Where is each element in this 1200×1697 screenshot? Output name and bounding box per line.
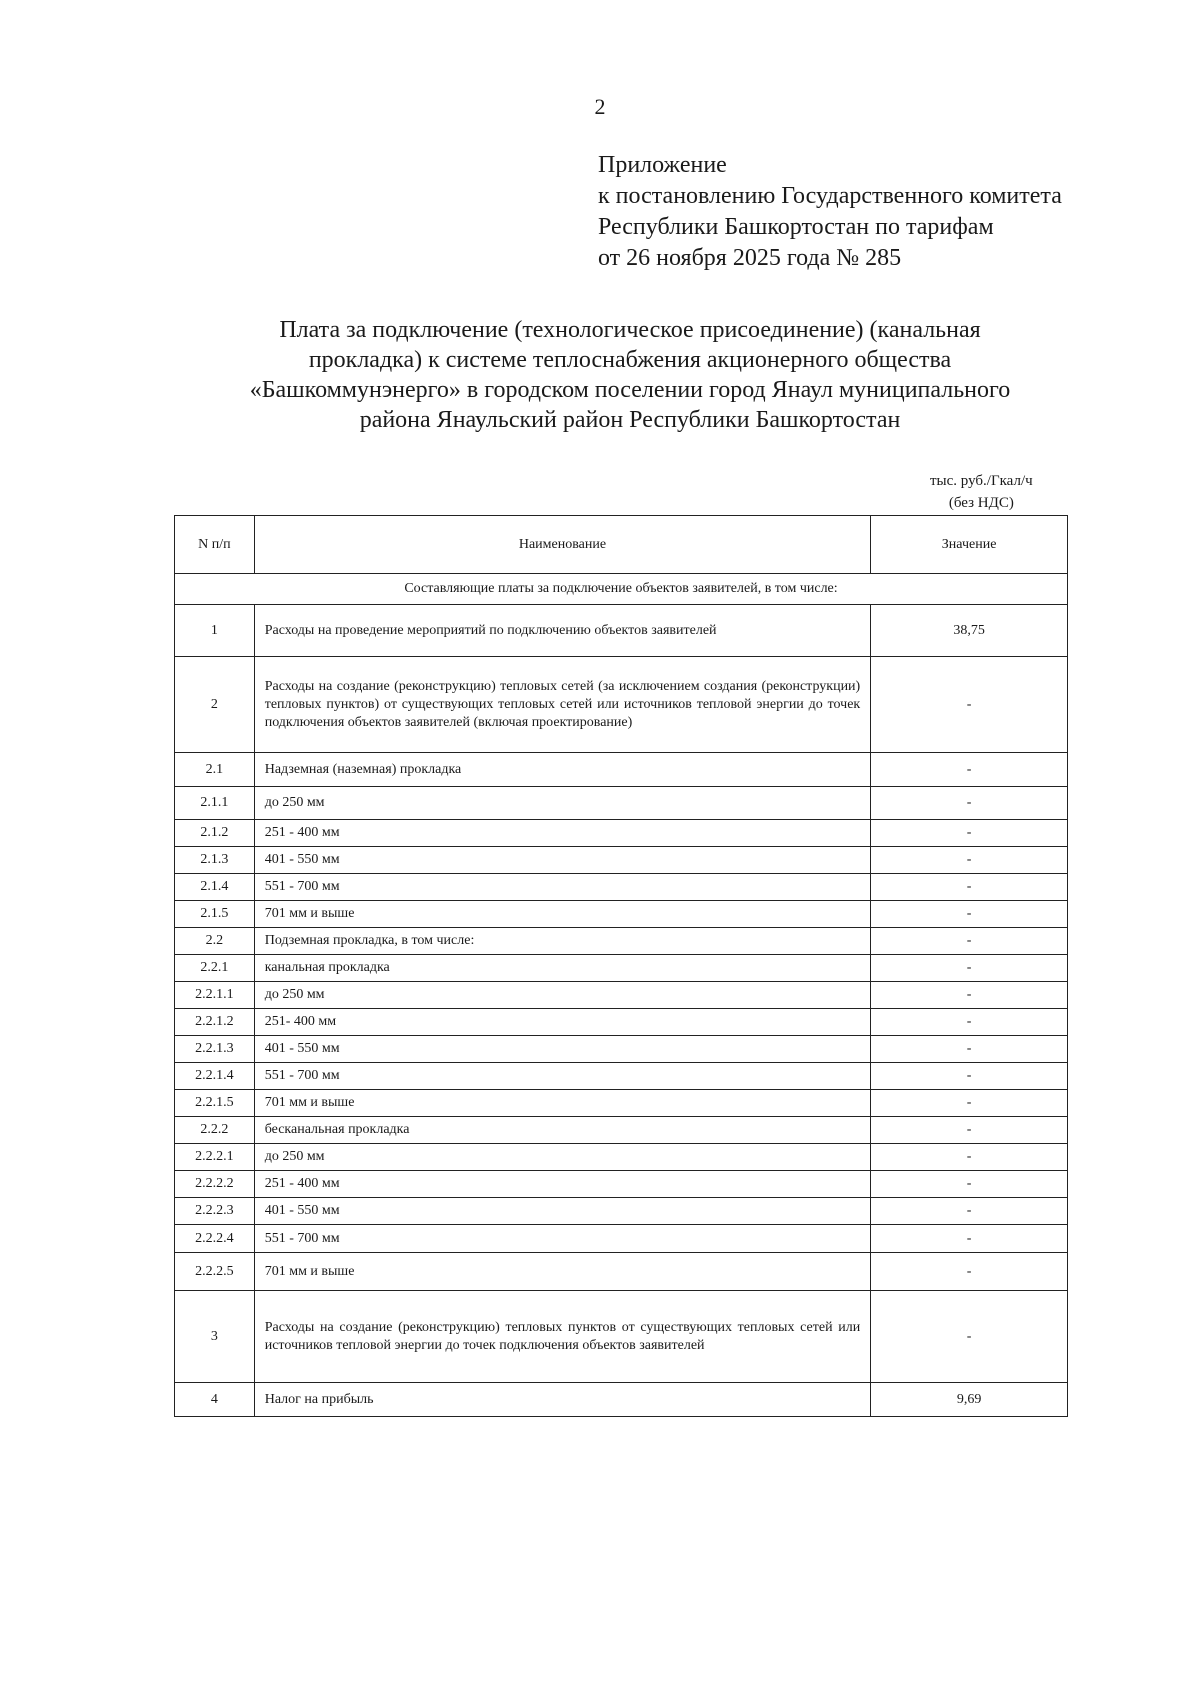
table-row	[175, 901, 1068, 928]
row-num: 2.1	[175, 753, 255, 787]
row-name: 401 - 550 мм	[254, 1036, 871, 1063]
table-row	[175, 820, 1068, 847]
row-name: 701 мм и выше	[254, 1090, 871, 1117]
row-name: канальная прокладка	[254, 955, 871, 982]
row-value: -	[871, 874, 1068, 901]
table-row	[175, 1291, 1068, 1383]
header-value: Значение	[871, 516, 1068, 574]
row-num: 2.2.1	[175, 955, 255, 982]
table-row	[175, 1225, 1068, 1253]
appendix-line-4: от 26 ноября 2025 года № 285	[598, 245, 902, 271]
table-row	[175, 1009, 1068, 1036]
row-value: -	[871, 1171, 1068, 1198]
table-row	[175, 1090, 1068, 1117]
row-value: -	[871, 1225, 1068, 1253]
row-name: до 250 мм	[254, 787, 871, 820]
row-value: -	[871, 1036, 1068, 1063]
title-line-1: Плата за подключение (технологическое присоединение) (канальная	[279, 317, 981, 343]
table-row	[175, 1117, 1068, 1144]
row-name: 551 - 700 мм	[254, 874, 871, 901]
table-row	[175, 955, 1068, 982]
row-name: Расходы на проведение мероприятий по подключению объектов заявителей	[254, 605, 871, 657]
units-note	[930, 470, 1033, 514]
row-name: до 250 мм	[254, 1144, 871, 1171]
row-num: 2.1.1	[175, 787, 255, 820]
row-value: -	[871, 1144, 1068, 1171]
row-num: 2.2.2.5	[175, 1253, 255, 1291]
row-num: 2.2	[175, 928, 255, 955]
row-value: -	[871, 1291, 1068, 1383]
row-name: 251- 400 мм	[254, 1009, 871, 1036]
row-value: -	[871, 657, 1068, 753]
table-row	[175, 982, 1068, 1009]
row-value: -	[871, 901, 1068, 928]
row-value: -	[871, 982, 1068, 1009]
row-name: Подземная прокладка, в том числе:	[254, 928, 871, 955]
row-value: -	[871, 1009, 1068, 1036]
row-value: -	[871, 753, 1068, 787]
row-name: Расходы на создание (реконструкцию) тепловых сетей (за исключением создания (реконструкции) тепловых пунктов) от существующих тепловых сетей или источников тепловой энергии до точек подключения объектов заявителей (включая проектирование)	[254, 657, 871, 753]
row-num: 2.2.1.5	[175, 1090, 255, 1117]
table-row	[175, 1383, 1068, 1417]
section-row	[175, 574, 1068, 605]
header-name: Наименование	[254, 516, 871, 574]
row-num: 3	[175, 1291, 255, 1383]
row-value: 9,69	[871, 1383, 1068, 1417]
row-num: 2.2.2.1	[175, 1144, 255, 1171]
document-title	[190, 315, 1070, 435]
row-name: Надземная (наземная) прокладка	[254, 753, 871, 787]
row-name: 401 - 550 мм	[254, 1198, 871, 1225]
row-value: -	[871, 1117, 1068, 1144]
row-value: -	[871, 1198, 1068, 1225]
table-row	[175, 1063, 1068, 1090]
row-num: 2	[175, 657, 255, 753]
row-num: 2.2.1.1	[175, 982, 255, 1009]
title-line-2: прокладка) к системе теплоснабжения акционерного общества	[308, 347, 952, 373]
row-num: 2.2.2.3	[175, 1198, 255, 1225]
page-number: 2	[594, 94, 606, 119]
section-label: Составляющие платы за подключение объектов заявителей, в том числе:	[175, 574, 1068, 605]
row-num: 2.2.1.3	[175, 1036, 255, 1063]
row-num: 4	[175, 1383, 255, 1417]
row-name: 401 - 550 мм	[254, 847, 871, 874]
row-value: -	[871, 1090, 1068, 1117]
appendix-line-3: Республики Башкортостан по тарифам	[598, 214, 994, 240]
row-name: Налог на прибыль	[254, 1383, 871, 1417]
row-num: 2.1.5	[175, 901, 255, 928]
row-num: 1	[175, 605, 255, 657]
title-line-3: «Башкоммунэнерго» в городском поселении город Янаул муниципального	[249, 377, 1011, 403]
table-row	[175, 1198, 1068, 1225]
row-name: Расходы на создание (реконструкцию) тепловых пунктов от существующих тепловых сетей или источников тепловой энергии до точек подключения объектов заявителей	[254, 1291, 871, 1383]
table-header-row	[175, 516, 1068, 574]
row-name: 551 - 700 мм	[254, 1063, 871, 1090]
units-line-2: (без НДС)	[948, 495, 1014, 511]
table-row	[175, 1144, 1068, 1171]
table-row	[175, 605, 1068, 657]
row-name: 251 - 400 мм	[254, 1171, 871, 1198]
table-row	[175, 847, 1068, 874]
row-value: -	[871, 955, 1068, 982]
row-num: 2.2.2	[175, 1117, 255, 1144]
row-num: 2.1.4	[175, 874, 255, 901]
row-name: 701 мм и выше	[254, 901, 871, 928]
appendix-line-2: к постановлению Государственного комитета	[598, 183, 1062, 209]
table-row	[175, 657, 1068, 753]
row-num: 2.2.1.2	[175, 1009, 255, 1036]
row-value: -	[871, 787, 1068, 820]
row-num: 2.1.3	[175, 847, 255, 874]
row-num: 2.2.2.2	[175, 1171, 255, 1198]
row-value: -	[871, 820, 1068, 847]
row-value: -	[871, 847, 1068, 874]
row-name: 551 - 700 мм	[254, 1225, 871, 1253]
row-num: 2.2.2.4	[175, 1225, 255, 1253]
row-value: -	[871, 1063, 1068, 1090]
row-num: 2.1.2	[175, 820, 255, 847]
table-row	[175, 753, 1068, 787]
appendix-block	[598, 150, 1062, 274]
row-name: до 250 мм	[254, 982, 871, 1009]
row-value: 38,75	[871, 605, 1068, 657]
table-row	[175, 928, 1068, 955]
header-num: N п/п	[175, 516, 255, 574]
row-value: -	[871, 1253, 1068, 1291]
table-row	[175, 1036, 1068, 1063]
appendix-line-1: Приложение	[598, 152, 727, 178]
row-num: 2.2.1.4	[175, 1063, 255, 1090]
tariff-table	[174, 515, 1068, 1417]
row-value: -	[871, 928, 1068, 955]
units-line-1: тыс. руб./Гкал/ч	[930, 473, 1033, 489]
title-line-4: района Янаульский район Республики Башкортостан	[359, 407, 901, 433]
table-row	[175, 1253, 1068, 1291]
table-row	[175, 1171, 1068, 1198]
table-row	[175, 874, 1068, 901]
row-name: бесканальная прокладка	[254, 1117, 871, 1144]
row-name: 701 мм и выше	[254, 1253, 871, 1291]
row-name: 251 - 400 мм	[254, 820, 871, 847]
table-row	[175, 787, 1068, 820]
